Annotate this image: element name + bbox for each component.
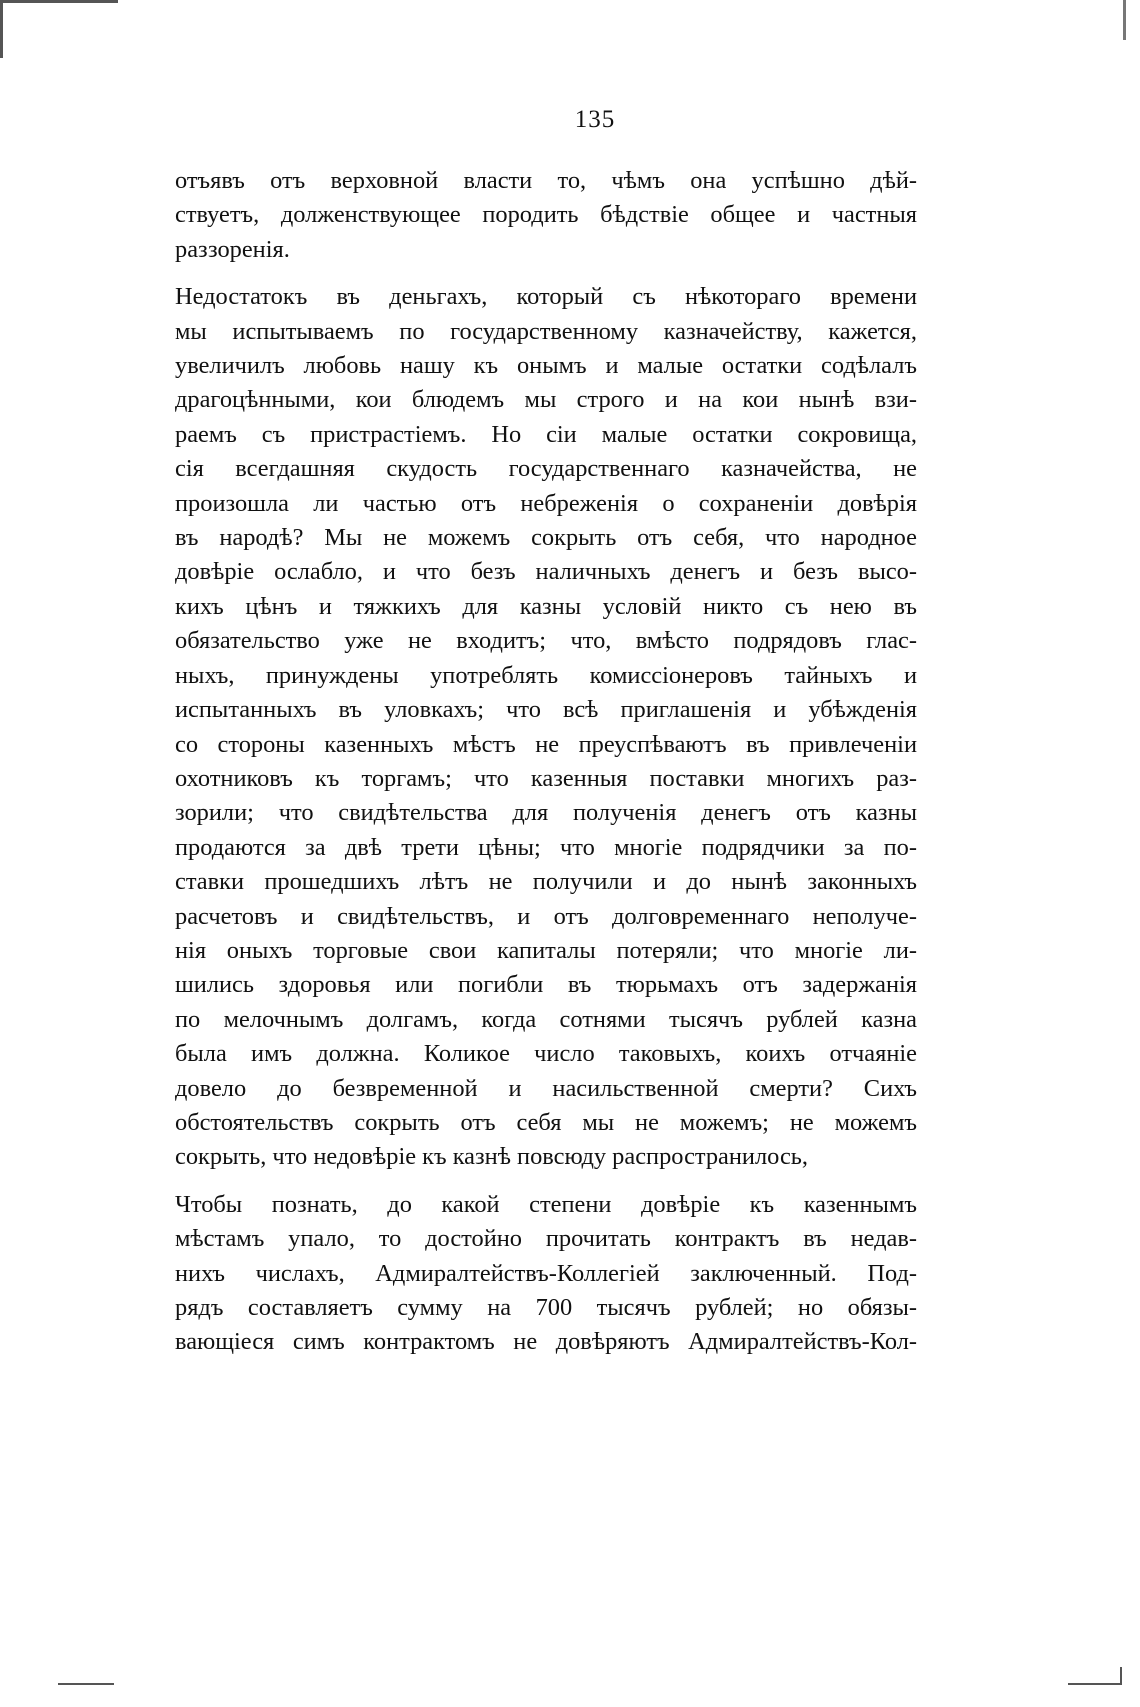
text-line: Недостатокъ въ деньгахъ, который съ нѣкотораго времени: [175, 283, 917, 311]
paragraph: [175, 1188, 917, 1360]
text-line: по мелочнымъ долгамъ, когда сотнями тысячъ рублей казна: [175, 1005, 917, 1033]
text-line: со стороны казенныхъ мѣстъ не преуспѣваютъ въ привлеченіи: [175, 730, 917, 758]
text-line: шились здоровья или погибли въ тюрьмахъ отъ задержанія: [175, 971, 917, 999]
text-line: вающіеся симъ контрактомъ не довѣряютъ Адмиралтействъ-Кол-: [175, 1328, 917, 1356]
paragraph: [175, 280, 917, 1175]
scan-border-right: [1123, 0, 1126, 40]
text-line: обстоятельствъ сокрыть отъ себя мы не можемъ; не можемъ: [175, 1108, 917, 1136]
text-line: сія всегдашняя скудость государственнаго казначейства, не: [175, 455, 917, 483]
text-line: мѣстамъ упало, то достойно прочитать контрактъ въ недав-: [175, 1225, 917, 1253]
text-line: рядъ составляетъ сумму на 700 тысячъ рублей; но обязы-: [175, 1294, 917, 1321]
text-line: довело до безвременной и насильственной смерти? Сихъ: [175, 1074, 917, 1102]
text-line: довѣріе ослабло, и что безъ наличныхъ денегъ и безъ высо-: [175, 558, 917, 586]
text-line: испытанныхъ въ уловкахъ; что всѣ приглашенія и убѣжденія: [175, 696, 917, 724]
text-line: Чтобы познать, до какой степени довѣріе къ казеннымъ: [175, 1190, 917, 1218]
text-line: охотниковъ къ торгамъ; что казенныя поставки многихъ раз-: [175, 764, 917, 792]
text-line: ныхъ, принуждены употреблять комиссіонеровъ тайныхъ и: [175, 661, 917, 689]
text-line: продаются за двѣ трети цѣны; что многіе подрядчики за по-: [175, 833, 917, 861]
text-line: была имъ должна. Коликое число таковыхъ, коихъ отчаяніе: [175, 1040, 917, 1068]
text-line: обязательство уже не входитъ; что, вмѣсто подрядовъ глас-: [175, 627, 917, 655]
text-line: ствуетъ, долженствующее породить бѣдствіе общее и частныя: [175, 201, 917, 229]
text-line: мы испытываемъ по государственному казначейству, кажется,: [175, 317, 917, 345]
text-line: нія оныхъ торговые свои капиталы потеряли; что многіе ли-: [175, 936, 917, 964]
scan-border-bottom-right-tick: [1120, 1667, 1122, 1685]
text-line: кихъ цѣнъ и тяжкихъ для казны условій никто съ нею въ: [175, 592, 917, 620]
body-text: [175, 164, 917, 1360]
text-line: расчетовъ и свидѣтельствъ, и отъ долговременнаго неполуче-: [175, 902, 917, 930]
page-number: 135: [574, 106, 616, 133]
text-line: ставки прошедшихъ лѣтъ не получили и до нынѣ законныхъ: [175, 868, 917, 896]
scan-border-top: [0, 0, 118, 3]
text-line: зорили; что свидѣтельства для полученія денегъ отъ казны: [175, 799, 917, 827]
text-line: нихъ числахъ, Адмиралтействъ-Коллегіей заключенный. Под-: [175, 1259, 917, 1287]
text-line: раззоренія.: [175, 235, 290, 263]
scan-border-bottom-right: [1068, 1683, 1122, 1685]
text-line: отъявъ отъ верховной власти то, чѣмъ она успѣшно дѣй-: [175, 167, 917, 194]
text-line: увеличилъ любовь нашу къ онымъ и малые остатки содѣлалъ: [175, 352, 917, 380]
scan-border-bottom-left: [58, 1683, 114, 1685]
paragraph: [175, 164, 917, 267]
text-line: сокрыть, что недовѣріе къ казнѣ повсюду распространилось,: [175, 1143, 809, 1171]
text-line: въ народѣ? Мы не можемъ сокрыть отъ себя, что народное: [175, 524, 917, 552]
text-line: драгоцѣнными, кои блюдемъ мы строго и на кои нынѣ взи-: [175, 386, 917, 414]
scan-border-left: [0, 0, 3, 58]
text-line: произошла ли частью отъ небреженія о сохраненіи довѣрія: [175, 489, 917, 517]
text-line: раемъ съ пристрастіемъ. Но сіи малые остатки сокровища,: [175, 420, 917, 448]
